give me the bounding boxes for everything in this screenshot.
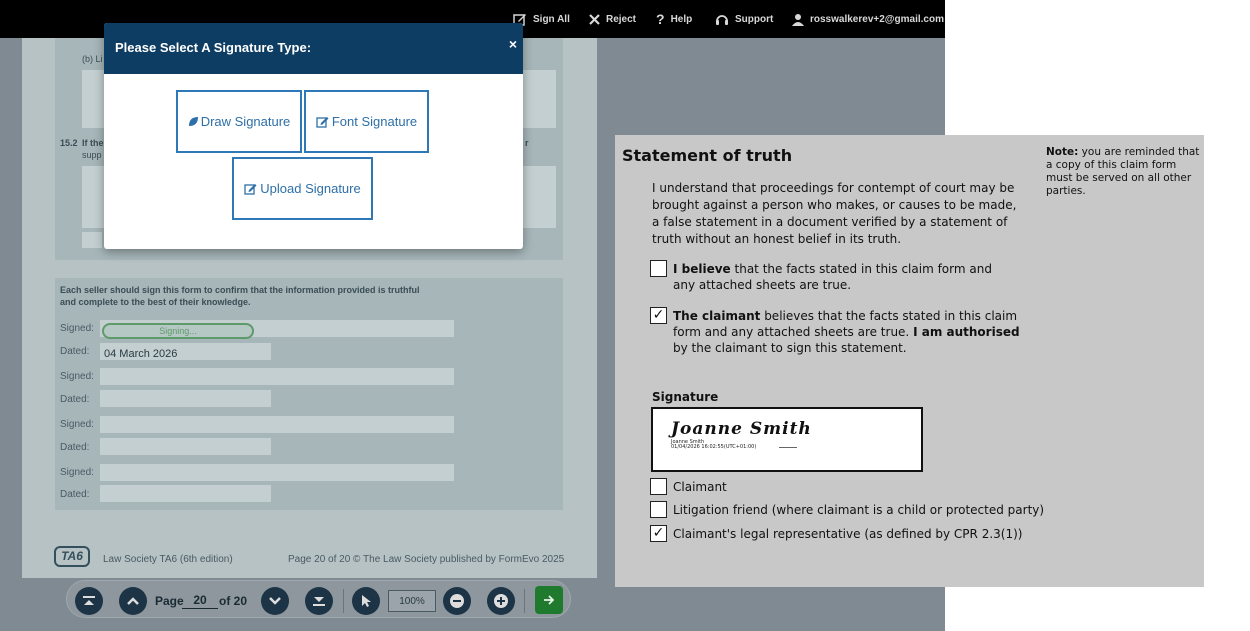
dated-label-1: Dated:	[60, 346, 90, 357]
footer-form-name: Law Society TA6 (6th edition)	[103, 554, 233, 565]
ta6-logo: TA6	[54, 546, 90, 567]
x-icon	[589, 14, 600, 25]
signature-meta-name: Joanne Smith	[671, 439, 705, 445]
leaf-icon	[188, 116, 199, 127]
i-believe-checkbox[interactable]	[650, 260, 667, 277]
role-claimant-label: Claimant	[673, 480, 727, 494]
dated-field-4[interactable]	[100, 485, 271, 502]
select-tool-button[interactable]	[352, 587, 380, 615]
next-page-button[interactable]	[261, 587, 289, 615]
page-number-input[interactable]: 20	[182, 591, 218, 609]
user-email: rosswalkerev+2@gmail.com	[810, 13, 944, 25]
last-page-icon	[312, 595, 326, 607]
statement-of-truth-card	[615, 135, 1204, 587]
claimant-rest-2: by the claimant to sign this statement.	[673, 341, 907, 355]
dated-field-2[interactable]	[100, 390, 271, 407]
signed-label-2: Signed:	[60, 371, 94, 382]
signed-field-4[interactable]	[100, 464, 454, 481]
zoom-level-input[interactable]: 100%	[388, 590, 436, 612]
note-label: Note:	[1046, 146, 1079, 158]
authorised-bold: I am authorised	[913, 325, 1020, 339]
reject-label: Reject	[606, 13, 637, 25]
role-legal-representative-checkbox[interactable]: ✓	[650, 525, 667, 542]
i-believe-text	[673, 261, 1013, 293]
draw-signature-label: Draw Signature	[200, 114, 291, 129]
page-label: Page	[155, 594, 184, 608]
zoom-in-button[interactable]	[487, 587, 515, 615]
font-signature-label: Font Signature	[331, 114, 418, 129]
previous-page-button[interactable]	[119, 587, 147, 615]
minus-circle-icon	[449, 593, 465, 609]
separator	[343, 589, 344, 613]
user-account-menu[interactable]	[792, 11, 944, 27]
font-signature-button[interactable]	[304, 90, 429, 153]
modal-header	[104, 23, 523, 74]
item-15-2-number: 15.2	[60, 138, 78, 148]
close-icon[interactable]: ×	[508, 36, 517, 52]
pointer-icon	[360, 594, 372, 608]
question-icon: ?	[656, 11, 665, 27]
chevron-up-icon	[126, 596, 140, 606]
footer-page-info: Page 20 of 20 © The Law Society published by FormEvo 2025	[288, 554, 565, 565]
last-page-button[interactable]	[305, 587, 333, 615]
zoom-out-button[interactable]	[443, 587, 471, 615]
reject-button[interactable]	[589, 11, 636, 27]
chevron-down-icon	[268, 596, 282, 606]
item-15-2-text: If the	[82, 138, 104, 148]
dated-label-3: Dated:	[60, 442, 90, 453]
item-15-2-text-2: supp	[82, 150, 102, 160]
help-label: Help	[670, 13, 693, 25]
sign-all-label: Sign All	[533, 13, 570, 25]
role-litigation-friend-label: Litigation friend (where claimant is a child or protected party)	[673, 503, 1045, 517]
item-15-2-tail: r	[525, 138, 529, 148]
role-legal-representative-label: Claimant's legal representative (as defined by CPR 2.3(1))	[673, 527, 1023, 541]
signature-line	[779, 447, 797, 448]
arrow-right-icon	[543, 595, 555, 605]
edit-icon	[316, 115, 330, 128]
service-note	[1046, 146, 1206, 198]
contempt-warning-text: I understand that proceedings for contempt of court may be brought against a person who makes, or causes to be made, a false statement in a document verified by a statement of truth without an honest belief in its truth.	[652, 181, 1017, 246]
signed-label-4: Signed:	[60, 467, 94, 478]
page-total-label: of 20	[219, 594, 248, 608]
support-button[interactable]	[715, 11, 773, 27]
note-text: you are reminded that a copy of this claim form must be served on all other parties.	[1046, 146, 1200, 197]
role-litigation-friend-checkbox[interactable]	[650, 501, 667, 518]
help-button[interactable]	[656, 11, 692, 27]
claimant-bold: The claimant	[673, 309, 761, 323]
dated-label-2: Dated:	[60, 394, 90, 405]
signature-meta-timestamp: 01/04/2026 16:02:55(UTC+01:00)	[671, 444, 757, 450]
answer-field-small	[82, 232, 102, 248]
user-icon	[792, 13, 804, 26]
i-believe-rest: that the facts stated in this claim form and any attached sheets are true.	[673, 262, 992, 292]
upload-signature-button[interactable]	[232, 157, 373, 220]
statement-heading: Statement of truth	[622, 146, 793, 165]
next-action-button[interactable]	[535, 586, 563, 614]
signature-type-modal	[104, 23, 523, 249]
signed-field-3[interactable]	[100, 416, 454, 433]
upload-signature-label: Upload Signature	[260, 181, 361, 196]
claimant-rest: believes that the facts stated in this claim form and any attached sheets are true.	[673, 309, 1018, 339]
signature-script: Joanne Smith	[671, 419, 812, 439]
first-page-icon	[82, 595, 96, 607]
signed-field-2[interactable]	[100, 368, 454, 385]
date-value: 04 March 2026	[104, 348, 178, 360]
dated-field-3[interactable]	[100, 438, 271, 455]
seller-instruction-line-1: Each seller should sign this form to confirm that the information provided is truthful	[60, 285, 420, 295]
claimant-believes-text	[673, 308, 1025, 356]
item-b-label: (b) Li	[82, 54, 103, 64]
draw-signature-button[interactable]	[176, 90, 302, 153]
edit-icon	[244, 182, 258, 195]
page-navigation-bar	[66, 580, 571, 618]
support-label: Support	[735, 13, 774, 25]
seller-instruction-line-2: and complete to the best of their knowledge.	[60, 297, 251, 307]
plus-circle-icon	[493, 593, 509, 609]
signature-box[interactable]	[651, 407, 923, 472]
claimant-believes-checkbox[interactable]: ✓	[650, 307, 667, 324]
signing-button[interactable]: Signing...	[102, 323, 254, 339]
signed-label-1: Signed:	[60, 323, 94, 334]
role-claimant-checkbox[interactable]	[650, 478, 667, 495]
signature-heading: Signature	[652, 390, 719, 404]
first-page-button[interactable]	[75, 587, 103, 615]
separator	[524, 589, 525, 613]
modal-title: Please Select A Signature Type:	[115, 40, 312, 55]
i-believe-bold: I believe	[673, 262, 731, 276]
dated-label-4: Dated:	[60, 489, 90, 500]
signature-metadata	[671, 440, 756, 450]
headset-icon	[715, 13, 729, 26]
signed-label-3: Signed:	[60, 419, 94, 430]
